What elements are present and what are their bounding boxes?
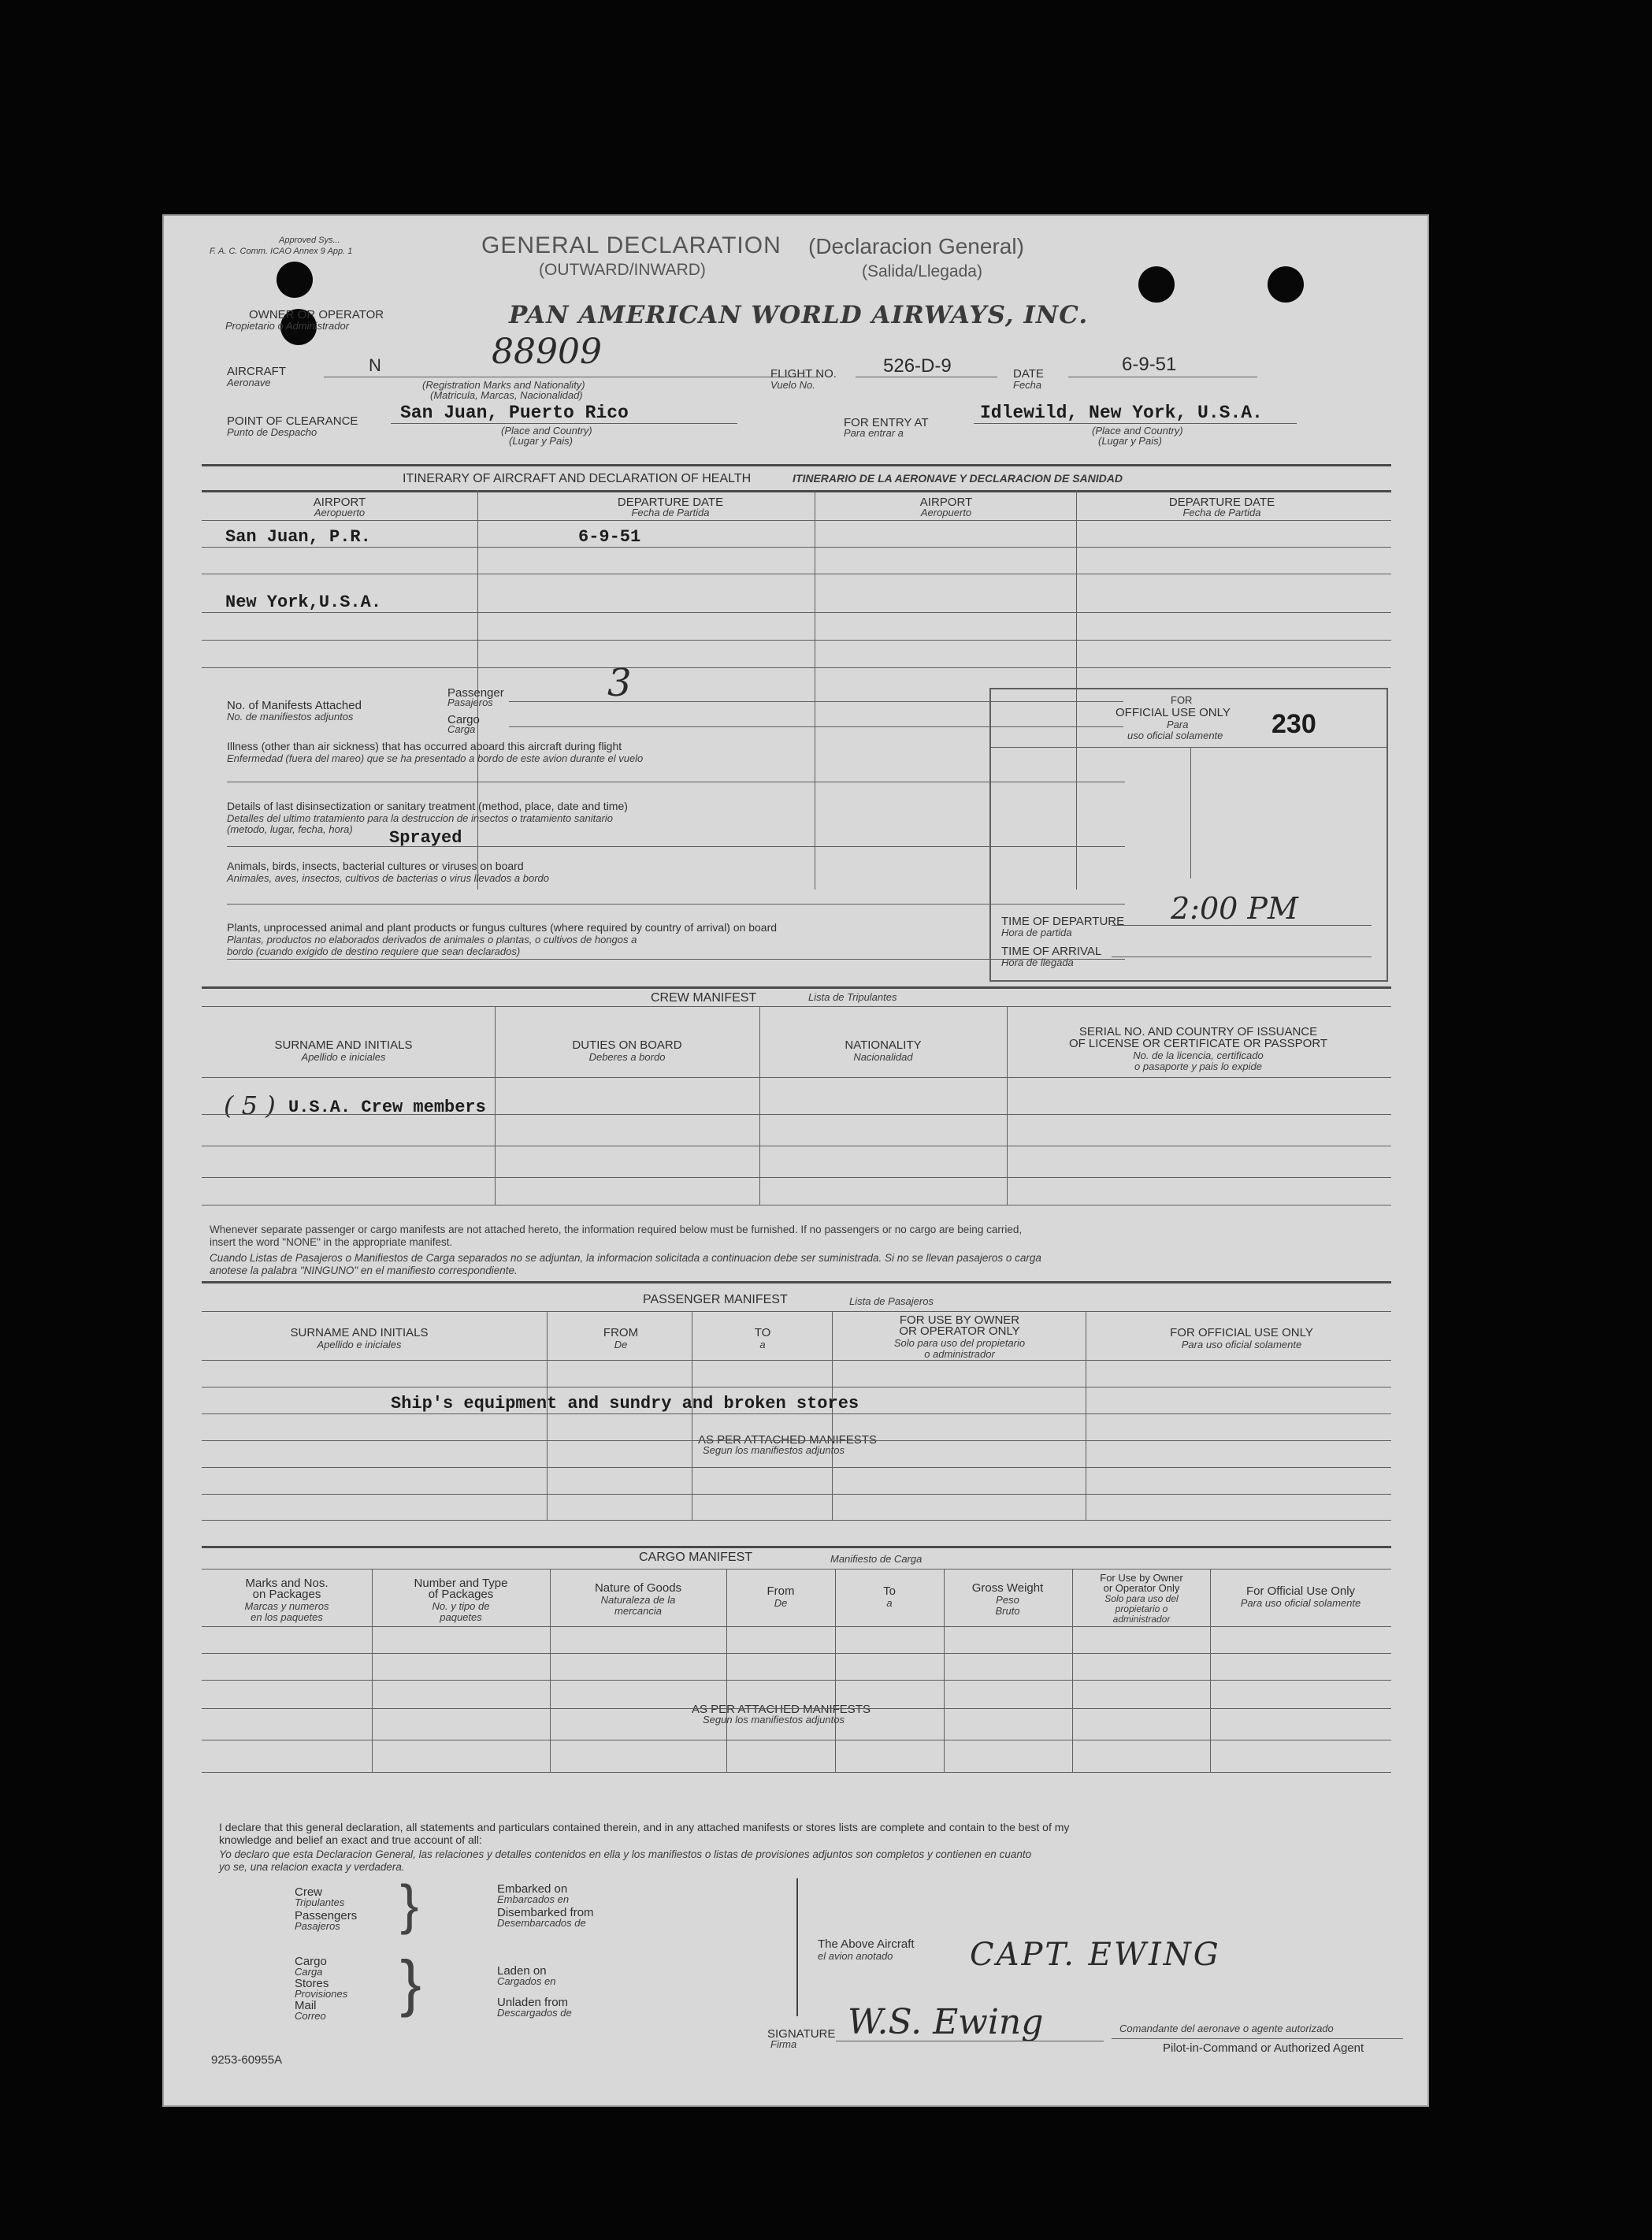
decl-cargo: Cargo <box>295 1955 327 1968</box>
passenger-col-official-es: Para uso oficial solamente <box>1181 1339 1302 1350</box>
decl-dis: Disembarked from <box>497 1906 594 1919</box>
entry-note-es: (Lugar y Pais) <box>1098 435 1162 447</box>
crew-title: CREW MANIFEST <box>651 991 757 1005</box>
official-label-es: Para <box>1167 719 1189 730</box>
decl-unladen: Unladen from <box>497 1996 569 2009</box>
entry-note: (Place and Country) <box>1092 425 1183 436</box>
passenger-col-official: FOR OFFICIAL USE ONLY <box>1170 1326 1313 1339</box>
itinerary-col-airport: AIRPORT <box>313 496 366 509</box>
form-title-es: (Declaracion General) <box>808 234 1024 258</box>
direction-es: (Salida/Llegada) <box>862 262 982 280</box>
crew-note-es2: anotese la palabra "NINGUNO" en el manifiesto correspondiente. <box>210 1265 518 1276</box>
cargo-attached-es: Segun los manifiestos adjuntos <box>703 1714 845 1726</box>
itinerary-top <box>202 464 1391 466</box>
itinerary-col-airport-2-es: Aeropuerto <box>920 507 972 518</box>
cargo-col-number-2: of Packages <box>428 1588 494 1601</box>
flight-label: FLIGHT NO. <box>770 367 837 381</box>
disinsect-label: Details of last disinsectization or sanitary treatment (method, place, date and time) <box>227 800 628 812</box>
decl-laden: Laden on <box>497 1964 547 1978</box>
passenger-row1: Ship's equipment and sundry and broken stores <box>391 1394 859 1413</box>
itinerary-title-es: ITINERARIO DE LA AERONAVE Y DECLARACION DE SANIDAD <box>793 472 1123 485</box>
official-label: OFFICIAL USE ONLY <box>1116 706 1231 719</box>
manifests-label: No. of Manifests Attached <box>227 699 362 712</box>
cargo-col-nature-es2: mercancia <box>614 1605 662 1617</box>
itinerary-row-line <box>202 547 1391 548</box>
cargo-col-to-es: a <box>886 1597 893 1609</box>
departure-time-value: 2:00 PM <box>1171 891 1298 926</box>
crew-col-duties-es: Deberes a bordo <box>588 1051 666 1063</box>
flight-label-es: Vuelo No. <box>770 379 815 391</box>
crew-col-serial: SERIAL NO. AND COUNTRY OF ISSUANCE <box>1078 1025 1318 1038</box>
punch-hole <box>1268 266 1304 303</box>
itinerary-col-date-2: DEPARTURE DATE <box>1168 496 1275 509</box>
official-number: 230 <box>1271 709 1316 739</box>
cargo-col-to: To <box>883 1584 896 1598</box>
cargo-divider <box>944 1569 945 1772</box>
arrival-time-label: TIME OF ARRIVAL <box>1001 945 1102 958</box>
cargo-divider <box>726 1569 727 1772</box>
cargo-col-from: From <box>767 1584 795 1598</box>
decl-cargo-es: Carga <box>295 1966 323 1978</box>
signature-label: SIGNATURE <box>767 2027 836 2041</box>
plants-label-es: Plantas, productos no elaborados derivados de animales o plantas, o cultivos de hongos a <box>227 934 637 945</box>
crew-row1: U.S.A. Crew members <box>288 1098 486 1117</box>
passenger-top <box>202 1281 1391 1283</box>
decl-emb: Embarked on <box>497 1882 568 1896</box>
declaration-text-2: knowledge and belief an exact and true account of all: <box>219 1833 482 1846</box>
crew-col-nationality: NATIONALITY <box>845 1038 922 1052</box>
decl-aircraft: The Above Aircraft <box>818 1937 915 1951</box>
decl-unladen-es: Descargados de <box>497 2007 572 2019</box>
entry-label: FOR ENTRY AT <box>844 416 929 429</box>
crew-top <box>202 986 1391 989</box>
departure-time-label: TIME OF DEPARTURE <box>1001 915 1125 928</box>
itinerary-head-line <box>202 490 1391 492</box>
cargo-col-number-es: No. y tipo de <box>432 1600 490 1612</box>
decl-mail-es: Correo <box>295 2010 326 2022</box>
form-title: GENERAL DECLARATION <box>481 232 781 258</box>
crew-row-line <box>202 1077 1391 1078</box>
cargo-col-owner-2: or Operator Only <box>1103 1582 1180 1594</box>
passenger-col-name-es: Apellido e iniciales <box>317 1339 402 1350</box>
entry-label-es: Para entrar a <box>844 427 904 439</box>
crew-row-line <box>202 1177 1391 1178</box>
passenger-col-owner-es: Solo para uso del propietario <box>893 1337 1026 1349</box>
pic-es: Comandante del aeronave o agente autorizado <box>1119 2023 1334 2034</box>
pic-en: Pilot-in-Command or Authorized Agent <box>1163 2041 1364 2055</box>
decl-mail: Mail <box>295 1999 317 2012</box>
clearance-line <box>391 423 737 424</box>
departure-line <box>1112 925 1372 926</box>
itinerary-row1-airport: San Juan, P.R. <box>225 527 371 547</box>
direction: (OUTWARD/INWARD) <box>539 261 706 279</box>
crew-title-es: Lista de Tripulantes <box>808 991 897 1003</box>
cargo-col-owner-es3: administrador <box>1112 1614 1171 1625</box>
cargo-col-nature: Nature of Goods <box>594 1581 682 1595</box>
manifests-label-es: No. de manifiestos adjuntos <box>227 711 354 723</box>
owner-label: OWNER OR OPERATOR <box>249 308 384 321</box>
form-number: 9253-60955A <box>211 2053 283 2067</box>
decl-pass: Passengers <box>295 1909 358 1922</box>
crew-divider <box>759 1006 760 1205</box>
official-divider <box>989 747 1387 748</box>
passenger-row-line <box>202 1467 1391 1468</box>
departure-time-label-es: Hora de partida <box>1001 927 1072 938</box>
cargo-label: Cargo <box>447 713 480 726</box>
cargo-col-from-es: De <box>774 1597 788 1609</box>
itinerary-col-airport-2: AIRPORT <box>919 496 973 509</box>
cargo-col-nature-es: Naturaleza de la <box>600 1594 676 1606</box>
cargo-title-es: Manifiesto de Carga <box>830 1553 923 1565</box>
decl-crew-es: Tripulantes <box>295 1896 345 1908</box>
passenger-divider <box>547 1311 548 1520</box>
cargo-row-line <box>202 1708 1391 1709</box>
cargo-divider <box>1210 1569 1211 1772</box>
crew-divider <box>495 1006 496 1205</box>
cargo-col-official-es: Para uso oficial solamente <box>1240 1597 1361 1609</box>
brace-crew: } <box>400 1874 419 1935</box>
owner-label-es: Propietario o Administrador <box>225 320 350 332</box>
cargo-col-owner: For Use by Owner <box>1100 1572 1183 1584</box>
declaration-text-es: Yo declaro que esta Declaracion General, las relaciones y detalles contenidos en ella y los manifiestos o listas de provisiones adjuntos son completos y contienen en cuanto <box>219 1848 1032 1860</box>
cargo-col-weight: Gross Weight <box>971 1581 1044 1595</box>
place-note: (Place and Country) <box>501 425 592 436</box>
passenger-col-from-es: De <box>614 1339 628 1350</box>
official-label-es2: uso oficial solamente <box>1127 730 1223 741</box>
passenger-col-owner-es2: o administrador <box>924 1348 995 1360</box>
passenger-col-name: SURNAME AND INITIALS <box>290 1326 429 1339</box>
passenger-row-line <box>202 1520 1391 1521</box>
itinerary-row-line <box>202 520 1391 521</box>
itinerary-row2-airport: New York,U.S.A. <box>225 593 382 612</box>
crew-col-name: SURNAME AND INITIALS <box>274 1038 413 1052</box>
cargo-attached: AS PER ATTACHED MANIFESTS <box>692 1703 871 1716</box>
cargo-col-weight-es2: Bruto <box>995 1605 1020 1617</box>
passenger-label: Passenger <box>447 686 504 700</box>
passenger-label-es: Pasajeros <box>447 697 493 708</box>
cargo-row-line <box>202 1772 1391 1773</box>
decl-dis-es: Desembarcados de <box>497 1917 586 1929</box>
cargo-col-marks-2: on Packages <box>252 1588 321 1601</box>
cargo-col-number-es2: paquetes <box>440 1611 482 1623</box>
place-note-es: (Lugar y Pais) <box>509 435 573 447</box>
crew-head-line <box>202 1006 1391 1007</box>
cargo-title: CARGO MANIFEST <box>639 1551 753 1564</box>
captain-name: CAPT. EWING <box>970 1937 1221 1973</box>
signature-bracket <box>796 1878 798 2016</box>
passenger-attached: AS PER ATTACHED MANIFESTS <box>698 1433 877 1447</box>
itinerary-col-date-2-es: Fecha de Partida <box>1182 507 1261 518</box>
flight-value: 526-D-9 <box>883 355 952 377</box>
declaration-text: I declare that this general declaration, all statements and particulars contained therein, and in any attached manifests or stores lists are complete and contain to the best of my <box>219 1821 1070 1833</box>
plants-label: Plants, unprocessed animal and plant products or fungus cultures (where required by country of arrival) on board <box>227 921 778 934</box>
decl-stores: Stores <box>295 1977 329 1990</box>
passenger-title: PASSENGER MANIFEST <box>643 1293 788 1306</box>
itinerary-col-date: DEPARTURE DATE <box>617 496 724 509</box>
cargo-row-line <box>202 1626 1391 1627</box>
crew-row1-count-value: 5 <box>241 1090 258 1120</box>
aircraft-label: AIRCRAFT <box>227 365 286 378</box>
decl-laden-es: Cargados en <box>497 1975 556 1987</box>
itinerary-row-line <box>202 612 1391 613</box>
cargo-divider <box>372 1569 373 1772</box>
date-value: 6-9-51 <box>1122 354 1177 375</box>
crew-col-serial-es: No. de la licencia, certificado <box>1133 1049 1264 1061</box>
passenger-divider <box>832 1311 833 1520</box>
passenger-col-owner-2: OR OPERATOR ONLY <box>899 1324 1020 1338</box>
crew-note: Whenever separate passenger or cargo manifests are not attached hereto, the information required below must be furnished. If no passengers or no cargo are being carried, <box>210 1224 1023 1235</box>
passenger-row-line <box>202 1494 1391 1495</box>
brace-cargo: } <box>400 1948 421 2018</box>
cargo-divider <box>835 1569 836 1772</box>
disinsect-label-es2: (metodo, lugar, fecha, hora) <box>227 823 353 835</box>
cargo-col-number: Number and Type <box>414 1577 508 1590</box>
date-label-es: Fecha <box>1013 379 1042 391</box>
itinerary-row-line <box>202 667 1391 668</box>
approved-sub: F. A. C. Comm. ICAO Annex 9 App. 1 <box>210 247 353 256</box>
clearance-value: San Juan, Puerto Rico <box>400 403 629 423</box>
cargo-col-official: For Official Use Only <box>1245 1584 1356 1598</box>
plants-label-es2: bordo (cuando exigido de destino requiere que sean declarados) <box>227 945 521 957</box>
itinerary-col-airport-es: Aeropuerto <box>314 507 366 518</box>
crew-col-name-es: Apellido e iniciales <box>301 1051 386 1063</box>
cargo-divider <box>550 1569 551 1772</box>
punch-hole <box>277 262 313 298</box>
crew-row1-count: ( 5 ) <box>224 1090 276 1120</box>
aircraft-prefix: N <box>369 355 381 375</box>
illness-label: Illness (other than air sickness) that has occurred aboard this aircraft during flight <box>227 740 622 752</box>
aircraft-number: 88909 <box>492 332 602 372</box>
cargo-col-owner-es2: propietario o <box>1115 1603 1168 1614</box>
passenger-col-from: FROM <box>603 1326 639 1339</box>
arrival-time-label-es: Hora de llegada <box>1001 957 1074 968</box>
cargo-col-marks: Marks and Nos. <box>245 1577 329 1590</box>
passenger-row-line <box>202 1360 1391 1361</box>
passenger-col-to-es: a <box>759 1339 766 1350</box>
clearance-label: POINT OF CLEARANCE <box>227 414 358 428</box>
decl-crew: Crew <box>295 1885 323 1899</box>
cargo-label-es: Carga <box>447 723 476 735</box>
cargo-row-line <box>202 1653 1391 1654</box>
decl-stores-es: Provisiones <box>295 1988 348 2000</box>
illness-label-es: Enfermedad (fuera del mareo) que se ha presentado a bordo de este avion durante el vuelo <box>227 752 644 764</box>
crew-col-nationality-es: Nacionalidad <box>853 1051 913 1063</box>
passenger-attached-es: Segun los manifiestos adjuntos <box>703 1444 845 1456</box>
signature-label-es: Firma <box>770 2038 797 2050</box>
cargo-col-weight-es: Peso <box>996 1594 1019 1606</box>
crew-note-es: Cuando Listas de Pasajeros o Manifiestos de Carga separados no se adjuntan, la informacion solicitada a continuacion debe ser suministrada. Si no se llevan pasajeros o carga <box>210 1252 1041 1264</box>
cargo-row-line <box>202 1680 1391 1681</box>
clearance-label-es: Punto de Despacho <box>227 426 317 438</box>
passenger-head-line <box>202 1311 1391 1312</box>
approved-note: Approved Sys... <box>279 236 340 245</box>
decl-aircraft-es: el avion anotado <box>818 1950 893 1962</box>
passenger-title-es: Lista de Pasajeros <box>849 1295 934 1307</box>
entry-value: Idlewild, New York, U.S.A. <box>980 403 1263 423</box>
itinerary-row-line <box>202 640 1391 641</box>
aircraft-label-es: Aeronave <box>227 377 271 388</box>
cargo-col-marks-es: Marcas y numeros <box>244 1600 329 1612</box>
decl-pass-es: Pasajeros <box>295 1920 340 1932</box>
cargo-divider <box>1072 1569 1073 1772</box>
passenger-col-to: TO <box>754 1326 771 1339</box>
passenger-row-line <box>202 1413 1391 1414</box>
punch-hole <box>1138 266 1175 303</box>
reg-note: (Registration Marks and Nationality) <box>422 379 585 391</box>
reg-note-es: (Matricula, Marcas, Nacionalidad) <box>430 389 583 401</box>
pic-line <box>1112 2038 1403 2039</box>
passenger-col-owner: FOR USE BY OWNER <box>899 1313 1020 1327</box>
itinerary-col-date-es: Fecha de Partida <box>631 507 710 518</box>
animals-label-es: Animales, aves, insectos, cultivos de bacterias o virus llevados a bordo <box>227 872 549 884</box>
crew-note-2: insert the word "NONE" in the appropriate manifest. <box>210 1236 453 1248</box>
disinsect-value: Sprayed <box>389 828 462 848</box>
cargo-col-marks-es2: en los paquetes <box>251 1611 323 1623</box>
decl-emb-es: Embarcados en <box>497 1893 570 1905</box>
crew-col-serial-es2: o pasaporte y pais lo expide <box>1134 1061 1262 1072</box>
crew-col-serial-2: OF LICENSE OR CERTIFICATE OR PASSPORT <box>1068 1037 1328 1050</box>
owner-value: PAN AMERICAN WORLD AIRWAYS, INC. <box>509 301 1089 329</box>
crew-col-duties: DUTIES ON BOARD <box>572 1038 682 1052</box>
itinerary-row1-date: 6-9-51 <box>578 527 641 547</box>
official-for: FOR <box>1171 694 1193 706</box>
signature: W.S. Ewing <box>848 2002 1044 2042</box>
date-label: DATE <box>1013 367 1044 381</box>
itinerary-title: ITINERARY OF AIRCRAFT AND DECLARATION OF HEALTH <box>403 472 752 485</box>
crew-row-line <box>202 1114 1391 1115</box>
passenger-row-line <box>202 1440 1391 1441</box>
disinsect-label-es: Detalles del ultimo tratamiento para la destruccion de insectos o tratamiento sanitario <box>227 812 613 824</box>
crew-divider <box>1007 1006 1008 1205</box>
animals-label: Animals, birds, insects, bacterial cultures or viruses on board <box>227 860 524 872</box>
entry-line <box>974 423 1297 424</box>
general-declaration-form <box>162 214 1429 2107</box>
manifests-value: 3 <box>607 661 632 705</box>
cargo-col-owner-es: Solo para uso del <box>1104 1593 1179 1604</box>
official-divider <box>1190 747 1191 879</box>
cargo-top <box>202 1546 1391 1548</box>
declaration-text-es2: yo se, una relacion exacta y verdadera. <box>219 1861 405 1873</box>
